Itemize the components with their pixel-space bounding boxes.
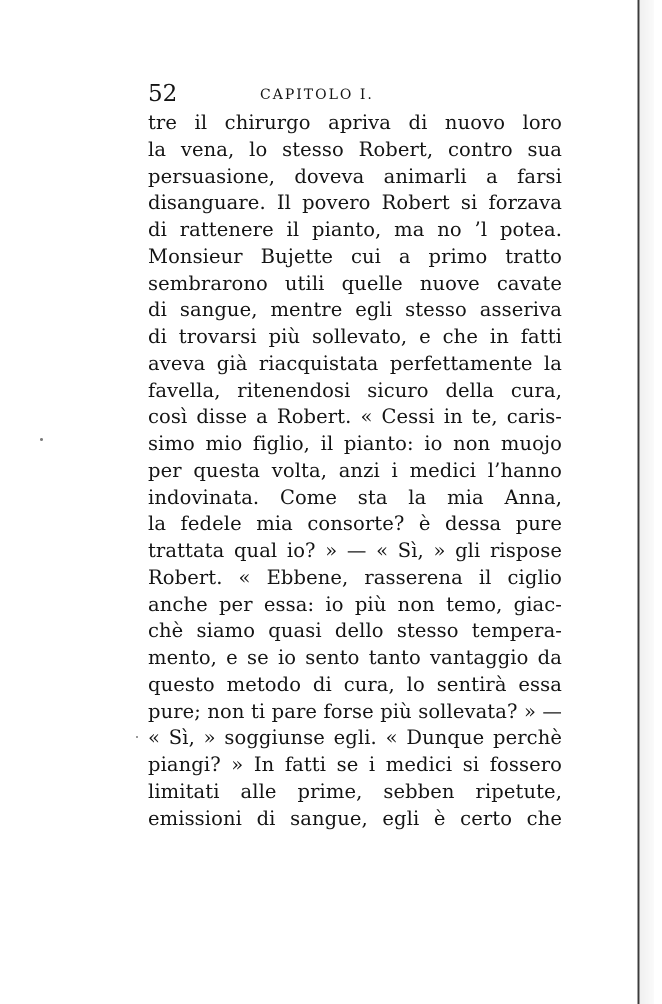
page-header [148,80,568,108]
text-line: di sangue, mentre egli stesso asseriva [148,298,562,322]
text-line: Monsieur Bujette cui a primo tratto [148,244,562,268]
paper-speck [40,438,43,441]
text-line: emissioni di sangue, egli è certo che [148,806,562,830]
text-line: la fedele mia consorte? è dessa pure [148,512,562,536]
text-line: mento, e se io sento tanto vantaggio da [148,646,562,669]
text-line: sembrarono utili quelle nuove cavate [148,271,562,295]
text-line: favella, ritenendosi sicuro della cura, [148,378,562,402]
text-line: indovinata. Come sta la mia Anna, [148,485,562,509]
text-line: così disse a Robert. « Cessi in te, caris- [148,405,562,429]
paper-speck [136,736,138,738]
text-line: questo metodo di cura, lo sentirà essa [148,672,562,696]
text-line: di trovarsi più sollevato, e che in fatti [148,325,562,348]
running-head: CAPITOLO I. [260,87,374,103]
text-line: disanguare. Il povero Robert si forzava [148,191,562,215]
page-edge [637,0,640,1004]
text-line: Robert. « Ebbene, rasserena il ciglio [148,565,562,589]
text-line: per questa volta, anzi i medici l’hanno [148,458,562,482]
text-line: trattata qual io? » — « Sì, » gli rispose [148,539,562,562]
text-line: limitati alle prime, sebben ripetute, [148,779,562,803]
text-line: « Sì, » soggiunse egli. « Dunque perchè [148,726,562,750]
text-line: aveva già riacquistata perfettamente la [148,351,562,375]
body-text [148,110,562,832]
page-edge-shadow [640,0,654,1004]
text-line: piangi? » In fatti se i medici si fossero [148,753,562,776]
text-line: di rattenere il pianto, ma no ’l potea. [148,218,562,241]
text-line: chè siamo quasi dello stesso tempera- [148,619,562,643]
text-line: la vena, lo stesso Robert, contro sua [148,137,562,161]
text-line: simo mio figlio, il pianto: io non muojo [148,432,562,455]
text-line: persuasione, doveva animarli a farsi [148,164,562,188]
text-line: anche per essa: io più non temo, giac- [148,592,562,616]
text-line: tre il chirurgo apriva di nuovo loro [148,111,562,134]
page-number: 52 [148,81,178,107]
text-line: pure; non ti pare forse più sollevata? » — [148,699,562,723]
